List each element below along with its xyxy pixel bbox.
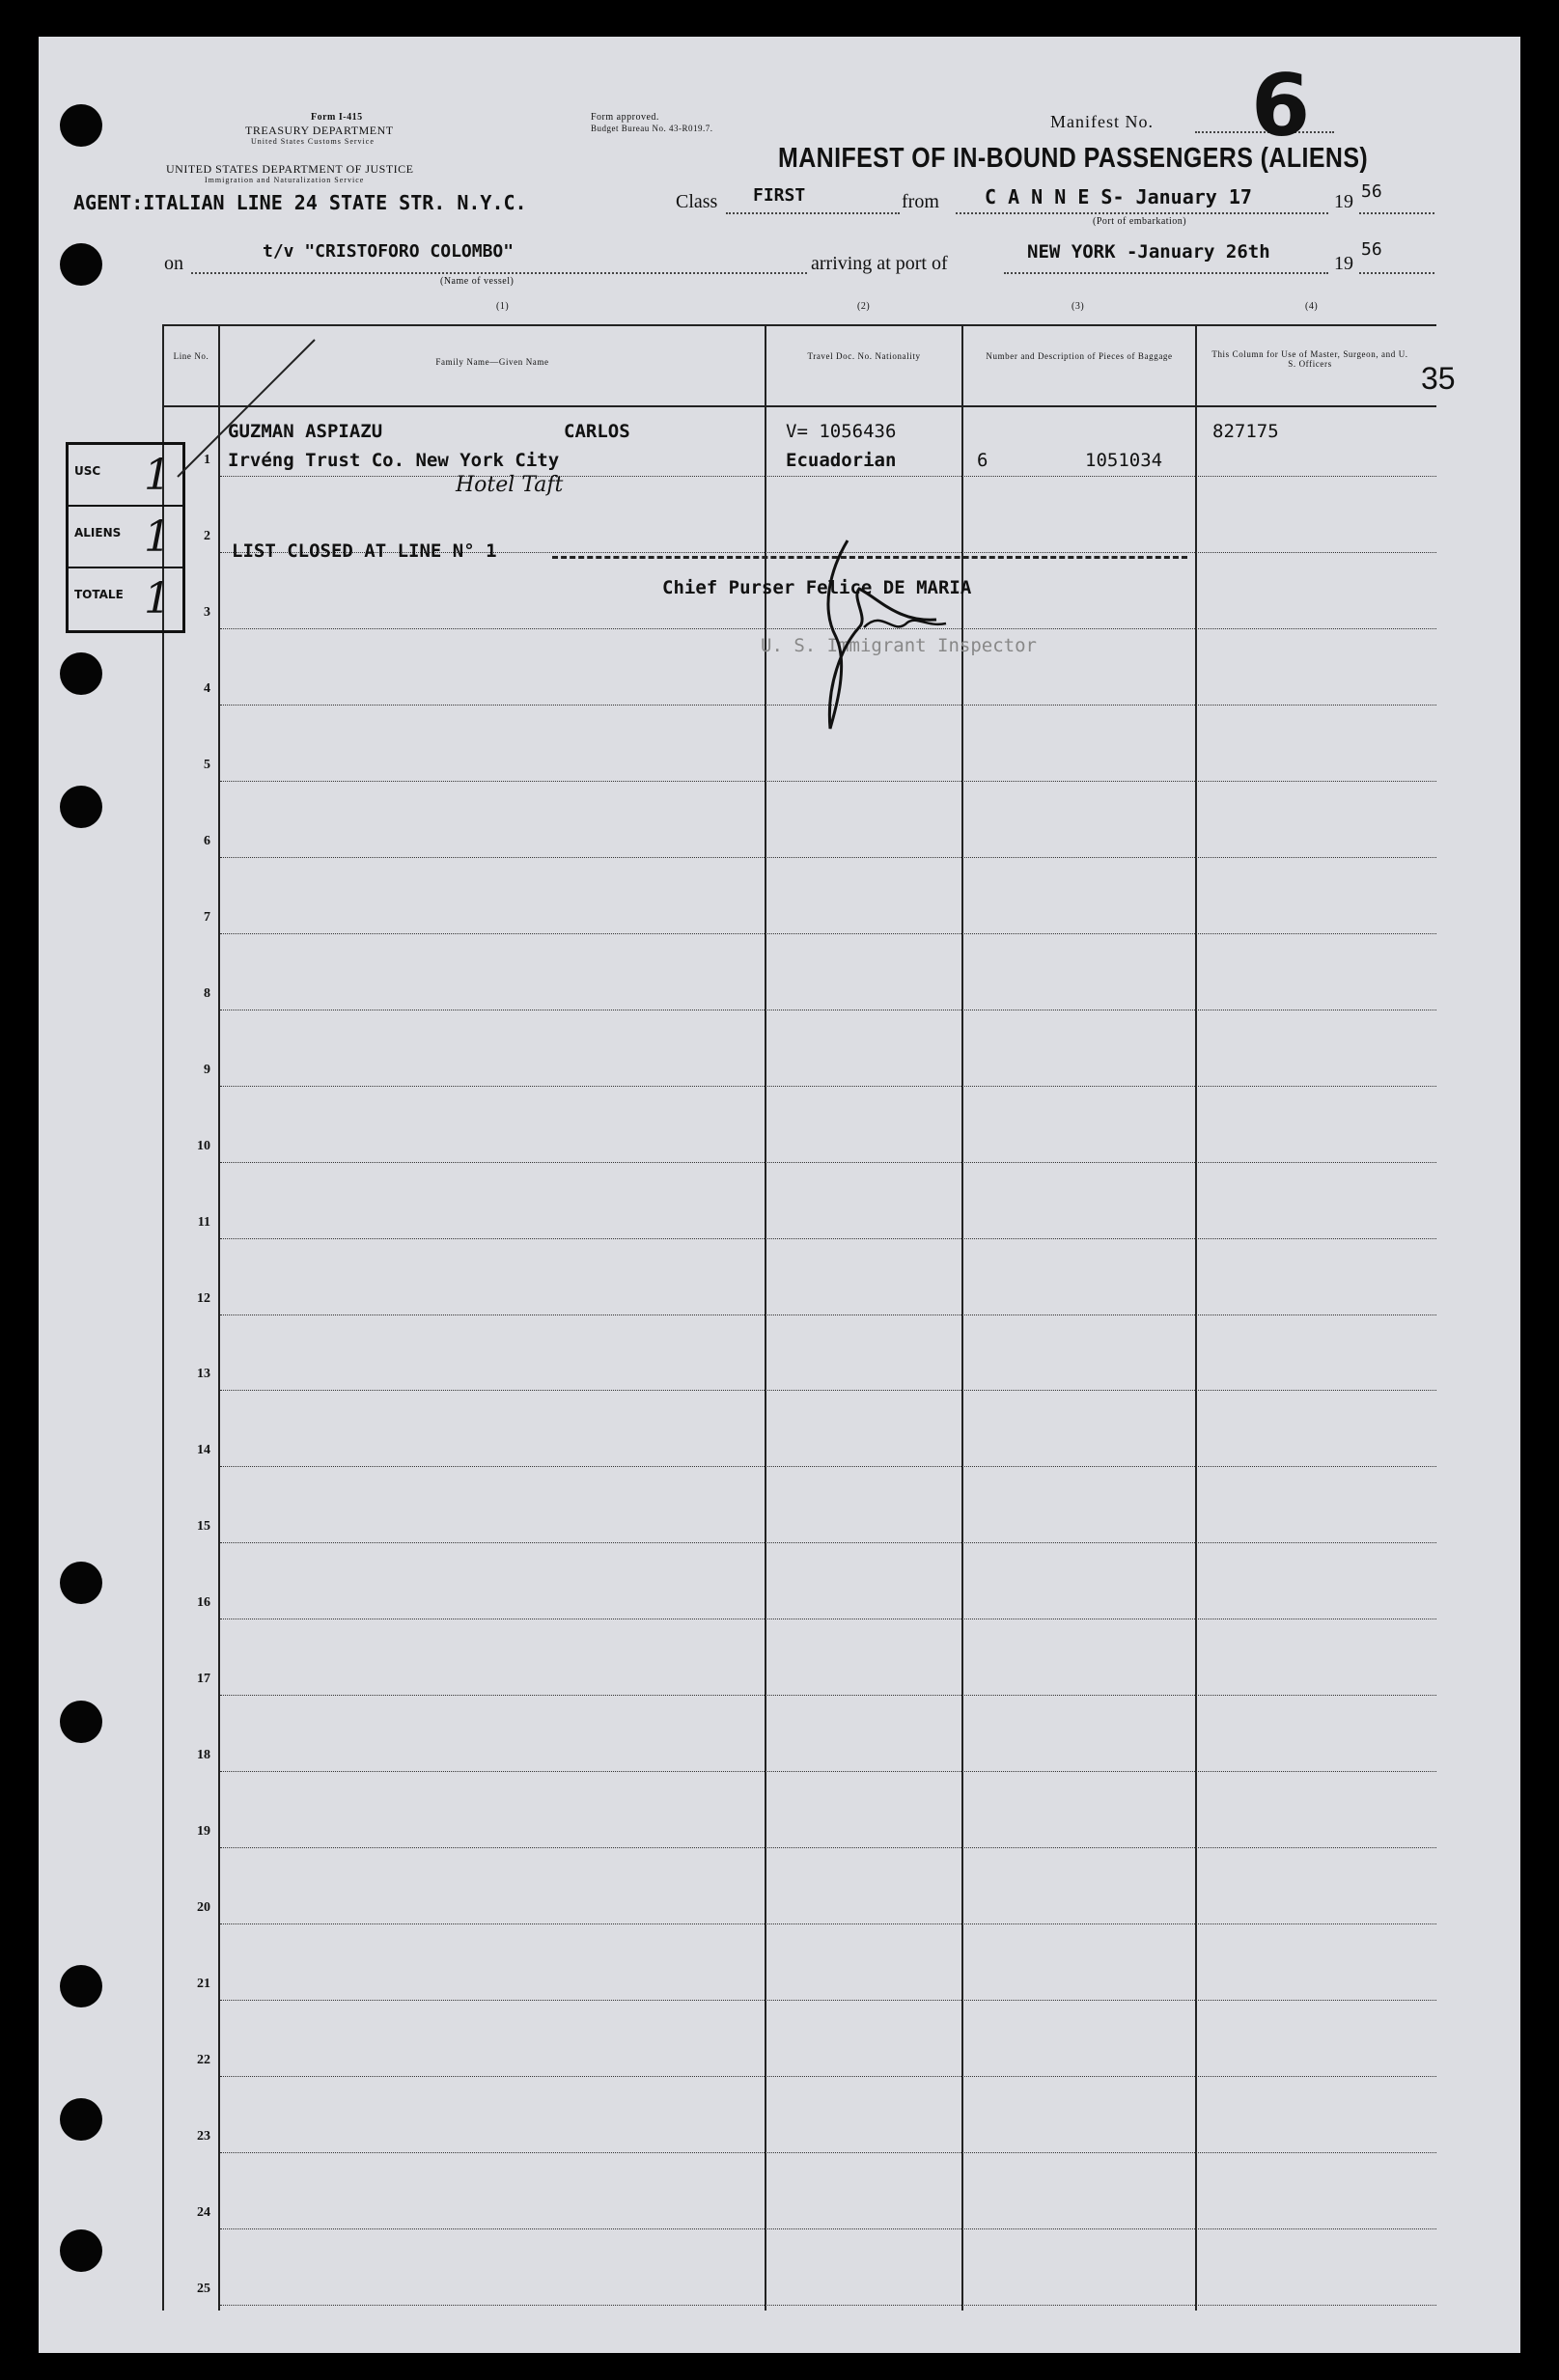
table-row xyxy=(220,1390,1436,1391)
line-number: 22 xyxy=(197,2053,210,2068)
baggage-number: 1051034 xyxy=(1085,450,1163,471)
vessel-name: t/v "CRISTOFORO COLOMBO" xyxy=(263,241,515,262)
stamp-value: 1 xyxy=(144,574,171,623)
line-number: 13 xyxy=(197,1367,210,1382)
punch-hole-icon xyxy=(60,1701,102,1743)
on-label: on xyxy=(164,253,183,274)
table-row xyxy=(220,1162,1436,1163)
table-row xyxy=(220,933,1436,934)
header-name: Family Name—Given Name xyxy=(435,357,549,367)
punch-hole-icon xyxy=(60,786,102,828)
stamp-label: USC xyxy=(74,464,101,478)
from-value: C A N N E S- January 17 xyxy=(985,185,1252,208)
name-column-border xyxy=(765,324,766,2311)
line-number: 23 xyxy=(197,2129,210,2145)
totals-stamp xyxy=(66,442,185,633)
chief-purser: Chief Purser Felice DE MARIA xyxy=(662,577,972,598)
manifest-no-label: Manifest No. xyxy=(1050,112,1154,131)
baggage-count: 6 xyxy=(977,450,988,471)
line-number: 4 xyxy=(204,680,210,696)
table-row xyxy=(220,1086,1436,1087)
passenger-family-name: GUZMAN ASPIAZU xyxy=(228,421,383,442)
class-label: Class xyxy=(676,191,718,212)
page-number: 35 xyxy=(1421,361,1456,396)
table-row xyxy=(220,2000,1436,2001)
year-line-2 xyxy=(1359,272,1434,274)
baggage-column-border xyxy=(1195,324,1197,2311)
table-row xyxy=(220,1695,1436,1696)
nationality: Ecuadorian xyxy=(786,450,897,471)
table-row xyxy=(220,1542,1436,1543)
punch-hole-icon xyxy=(60,652,102,695)
table-row xyxy=(220,857,1436,858)
line-number: 10 xyxy=(197,1138,210,1153)
class-value: FIRST xyxy=(753,185,806,206)
line-number: 15 xyxy=(197,1519,210,1535)
vessel-caption: (Name of vessel) xyxy=(440,276,515,287)
manifest-title: MANIFEST OF IN-BOUND PASSENGERS (ALIENS) xyxy=(778,143,1369,174)
from-label: from xyxy=(902,191,939,212)
arriving-line xyxy=(1004,272,1328,274)
header-baggage: Number and Description of Pieces of Baggage xyxy=(986,351,1173,361)
line-number: 17 xyxy=(197,1672,210,1687)
ins-label: Immigration and Naturalization Service xyxy=(205,176,365,184)
officer-number: 827175 xyxy=(1212,421,1279,442)
justice-label: UNITED STATES DEPARTMENT OF JUSTICE xyxy=(166,162,414,176)
arriving-value: NEW YORK -January 26th xyxy=(1027,241,1270,263)
table-row xyxy=(220,1466,1436,1467)
line-number: 1 xyxy=(204,452,210,467)
line-number: 16 xyxy=(197,1595,210,1611)
stamp-value: 1 xyxy=(144,451,171,500)
year-1: 56 xyxy=(1361,181,1382,202)
form-approved: Form approved. xyxy=(591,112,659,123)
table-row xyxy=(220,2228,1436,2229)
line-number: 14 xyxy=(197,1443,210,1458)
stamp-row-totale xyxy=(69,568,182,628)
table-header-border xyxy=(162,405,1436,407)
port-embarkation-caption: (Port of embarkation) xyxy=(1093,216,1187,227)
line-number: 20 xyxy=(197,1900,210,1916)
stamp-label: TOTALE xyxy=(74,588,124,601)
manifest-number: 6 xyxy=(1251,56,1311,155)
punch-hole-icon xyxy=(60,243,102,286)
line-number: 19 xyxy=(197,1824,210,1840)
agent-line: AGENT:ITALIAN LINE 24 STATE STR. N.Y.C. xyxy=(73,191,527,214)
col-number-2: (2) xyxy=(857,301,871,312)
line-number: 9 xyxy=(204,1062,210,1077)
header-officers: This Column for Use of Master, Surgeon, and U. S. Officers xyxy=(1211,349,1408,369)
table-top-border xyxy=(162,324,1436,326)
line-number: 24 xyxy=(197,2205,210,2221)
punch-hole-icon xyxy=(60,1965,102,2007)
class-line xyxy=(726,212,900,214)
year-line-1 xyxy=(1359,212,1434,214)
table-row xyxy=(220,2152,1436,2153)
punch-hole-icon xyxy=(60,104,102,147)
line-number: 21 xyxy=(197,1977,210,1992)
pencil-stroke xyxy=(170,332,324,486)
header-travel-doc: Travel Doc. No. Nationality xyxy=(807,351,921,361)
passenger-given-name: CARLOS xyxy=(564,421,630,442)
table-row xyxy=(220,1923,1436,1924)
budget-bureau: Budget Bureau No. 43-R019.7. xyxy=(591,124,713,133)
from-line xyxy=(956,212,1328,214)
table-row xyxy=(220,2076,1436,2077)
table-row xyxy=(220,1238,1436,1239)
year-prefix-2: 19 xyxy=(1334,253,1353,274)
header-line-no: Line No. xyxy=(173,351,209,361)
table-row xyxy=(220,476,1436,477)
table-row xyxy=(220,781,1436,782)
punch-hole-icon xyxy=(60,2098,102,2141)
table-row xyxy=(220,2305,1436,2306)
treasury-label: TREASURY DEPARTMENT xyxy=(245,124,394,137)
inspector-signature xyxy=(792,531,965,743)
col-number-3: (3) xyxy=(1072,301,1085,312)
line-number: 25 xyxy=(197,2282,210,2296)
passenger-address: Irvéng Trust Co. New York City xyxy=(228,450,560,471)
line-number: 18 xyxy=(197,1748,210,1763)
travel-doc-number: V= 1056436 xyxy=(786,421,897,442)
line-number: 5 xyxy=(204,757,210,772)
stamp-row-usc xyxy=(69,445,182,507)
stamp-label: ALIENS xyxy=(74,526,122,540)
year-2: 56 xyxy=(1361,239,1382,260)
line-no-column-border xyxy=(218,324,220,2311)
col-number-1: (1) xyxy=(496,301,510,312)
year-prefix-1: 19 xyxy=(1334,191,1353,212)
immigrant-inspector: U. S. Immigrant Inspector xyxy=(761,635,1037,656)
line-number: 7 xyxy=(204,909,210,925)
col-number-4: (4) xyxy=(1305,301,1319,312)
line-number: 6 xyxy=(204,833,210,848)
stamp-row-aliens xyxy=(69,507,182,568)
table-row xyxy=(220,1847,1436,1848)
list-closed: LIST CLOSED AT LINE N° 1 xyxy=(232,540,497,562)
vessel-line xyxy=(191,272,807,274)
line-number: 3 xyxy=(204,604,210,620)
line-number: 8 xyxy=(204,985,210,1001)
customs-label: United States Customs Service xyxy=(251,137,375,146)
line-number: 11 xyxy=(197,1214,210,1230)
line-number: 2 xyxy=(204,528,210,543)
form-number: Form I-415 xyxy=(311,112,363,123)
punch-hole-icon xyxy=(60,1562,102,1604)
hotel-note-handwritten: Hotel Taft xyxy=(456,473,564,497)
line-number: 12 xyxy=(197,1290,210,1306)
table-row xyxy=(220,1771,1436,1772)
arriving-label: arriving at port of xyxy=(811,253,948,274)
punch-hole-icon xyxy=(60,2229,102,2272)
stamp-value: 1 xyxy=(144,512,171,562)
